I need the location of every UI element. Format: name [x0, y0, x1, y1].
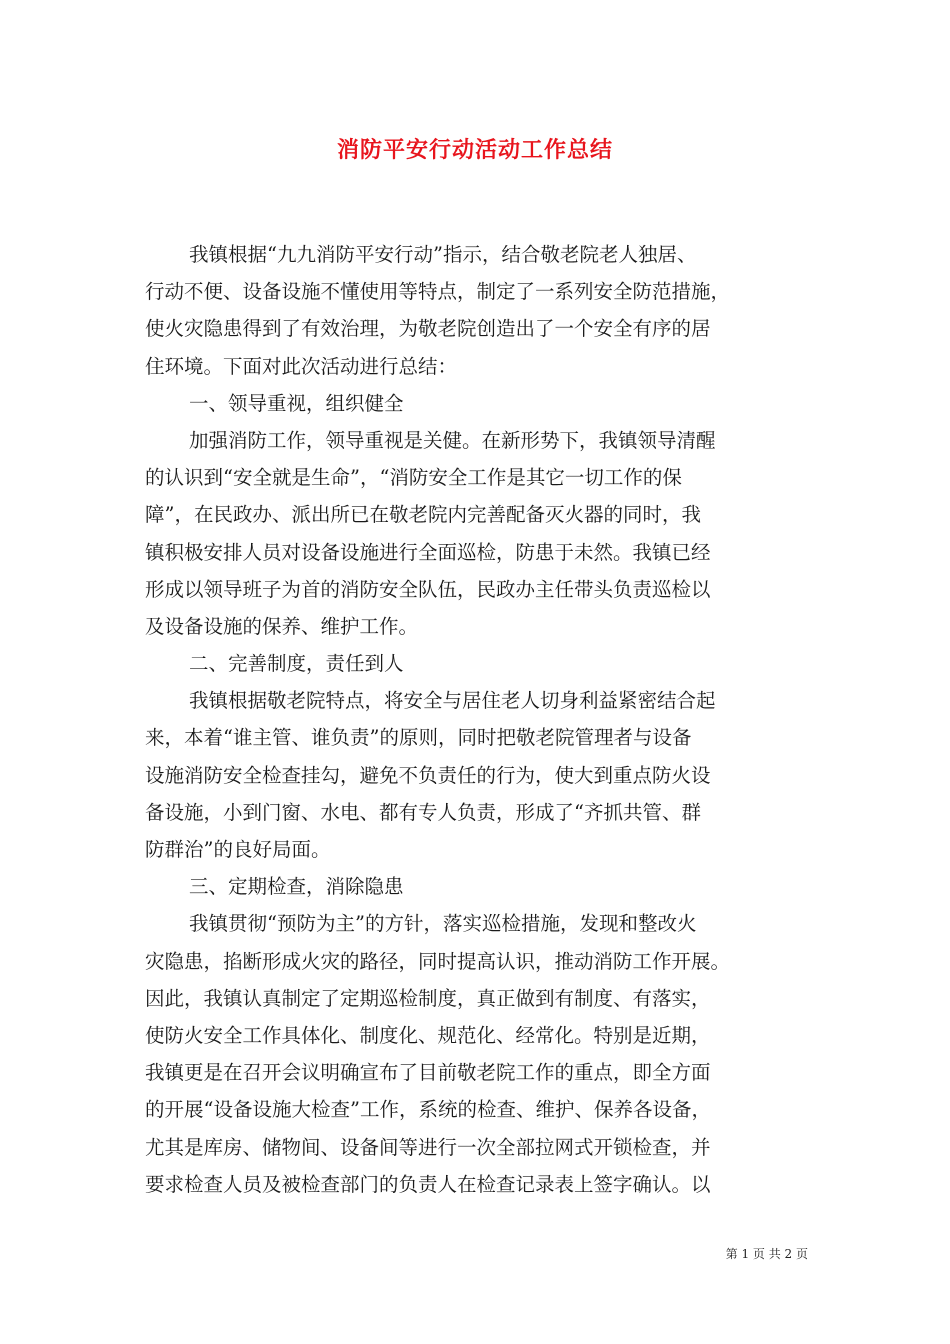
- text-line: 的开展“设备设施大检查”工作，系统的检查、维护、保养各设备，: [145, 1098, 711, 1122]
- page-footer: 第 1 页 共 2 页: [725, 1247, 808, 1261]
- document-title: 消防平安行动活动工作总结: [336, 137, 613, 163]
- text-line: 镇积极安排人员对设备设施进行全面巡检，防患于未然。我镇已经: [145, 540, 711, 564]
- text-line: 我镇根据“九九消防平安行动”指示，结合敬老院老人独居、: [189, 243, 697, 266]
- text-line: 一、领导重视，组织健全: [189, 391, 404, 415]
- text-line: 形成以领导班子为首的消防安全队伍，民政办主任带头负责巡检以: [145, 577, 711, 601]
- text-line: 障”，在民政办、派出所已在敬老院内完善配备灭火器的同时，我: [145, 503, 701, 527]
- text-line: 因此，我镇认真制定了定期巡检制度，真正做到有制度、有落实，: [145, 986, 711, 1010]
- text-line: 加强消防工作，领导重视是关健。在新形势下，我镇领导清醒: [189, 428, 716, 452]
- text-line: 设施消防安全检查挂勾，避免不负责任的行为，使大到重点防火设: [145, 763, 711, 787]
- document-body: [145, 236, 810, 1203]
- text-line: 使防火安全工作具体化、制度化、规范化、经常化。特别是近期，: [145, 1023, 711, 1047]
- text-line: 备设施，小到门窗、水电、都有专人负责，形成了“齐抓共管、群: [145, 800, 701, 824]
- text-line: 要求检查人员及被检查部门的负责人在检查记录表上签字确认。以: [145, 1172, 711, 1196]
- text-line: 的认识到“安全就是生命”，“消防安全工作是其它一切工作的保: [145, 466, 682, 490]
- text-line: 来，本着“谁主管、谁负责”的原则，同时把敬老院管理者与设备: [145, 726, 692, 750]
- text-line: 及设备设施的保养、维护工作。: [145, 614, 419, 638]
- text-line: 我镇根据敬老院特点，将安全与居住老人切身利益紧密结合起: [189, 689, 716, 713]
- text-line: 我镇更是在召开会议明确宣布了目前敬老院工作的重点，即全方面: [145, 1061, 711, 1085]
- text-line: 使火灾隐患得到了有效治理，为敬老院创造出了一个安全有序的居: [145, 317, 711, 341]
- text-line: 二、完善制度，责任到人: [189, 652, 404, 676]
- text-line: 灾隐患，掐断形成火灾的路径，同时提高认识，推动消防工作开展。: [145, 949, 731, 973]
- text-line: 我镇贯彻“预防为主”的方针，落实巡检措施，发现和整改火: [189, 912, 697, 936]
- text-line: 尤其是库房、储物间、设备间等进行一次全部拉网式开锁检查，并: [145, 1135, 711, 1159]
- text-line: 行动不便、设备设施不懂使用等特点，制定了一系列安全防范措施，: [145, 280, 731, 304]
- text-line: 三、定期检查，消除隐患: [189, 875, 404, 899]
- text-line: 防群治”的良好局面。: [145, 838, 331, 861]
- text-line: 住环境。下面对此次活动进行总结：: [145, 354, 458, 378]
